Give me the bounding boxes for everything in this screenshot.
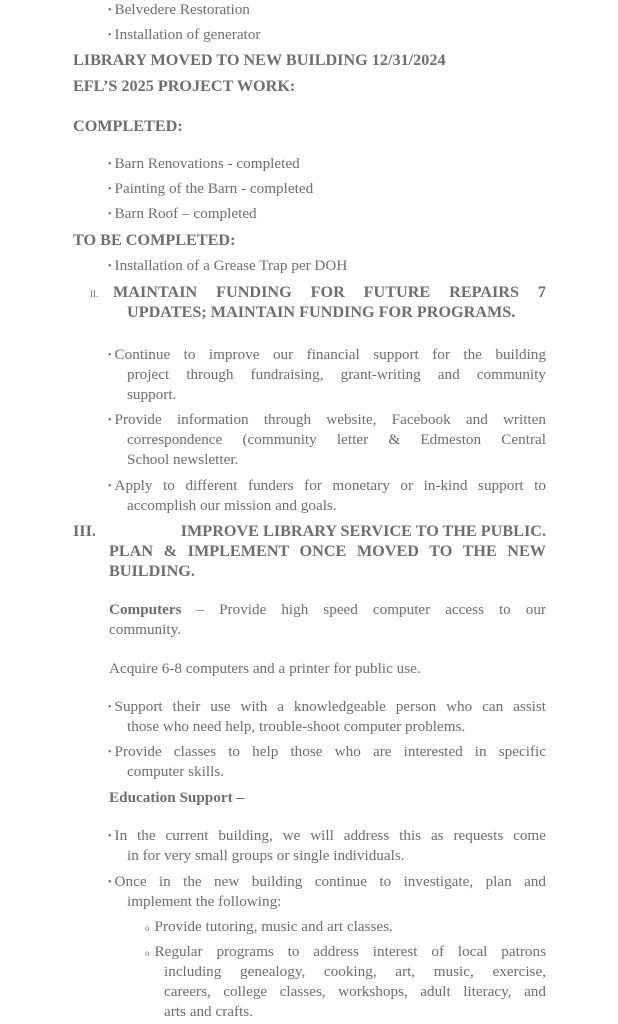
- list-item: [108, 179, 313, 201]
- list-item-text: School newsletter.: [127, 451, 239, 468]
- list-item-text: Belvedere Restoration: [114, 1, 250, 18]
- list-item: • Provide classes to help those who are interested in specific: [108, 742, 546, 764]
- sub-list-item-text: careers, college classes, workshops, adult literacy, and: [164, 983, 546, 1000]
- completed-heading: COMPLETED:: [73, 117, 183, 135]
- list-item-text: implement the following:: [127, 893, 282, 910]
- sub-list-item-text: arts and crafts.: [164, 1003, 253, 1020]
- list-item: • Once in the new building continue to investigate, plan and: [108, 872, 546, 894]
- list-item-text: Installation of generator: [114, 26, 261, 43]
- sub-list-item: o Provide tutoring, music and art classes.: [145, 917, 393, 938]
- list-item-text: Installation of a Grease Trap per DOH: [114, 257, 348, 274]
- list-item: • Continue to improve our financial support for the building: [108, 345, 546, 367]
- list-item-text: accomplish our mission and goals.: [127, 497, 337, 514]
- list-item: [108, 0, 250, 22]
- sub-list-item-text: including genealogy, cooking, art, music, exercise,: [164, 963, 546, 980]
- list-item-text: support.: [127, 386, 177, 403]
- list-item-text: Barn Renovations - completed: [114, 155, 300, 172]
- list-item: [108, 154, 300, 176]
- list-item-text: in for very small groups or single individuals.: [127, 847, 405, 864]
- section-numeral: II.: [90, 289, 99, 299]
- computers-text: community.: [109, 621, 181, 638]
- section-heading: PLAN & IMPLEMENT ONCE MOVED TO THE NEW: [109, 542, 546, 560]
- list-item-text: Painting of the Barn - completed: [114, 180, 314, 197]
- project-work-heading: EFL’S 2025 PROJECT WORK:: [73, 77, 296, 95]
- list-item: • Support their use with a knowledgeable person who can assist: [108, 697, 546, 719]
- list-item: • In the current building, we will address this as requests come: [108, 826, 546, 848]
- list-item: [108, 25, 260, 47]
- education-label: Education Support –: [109, 789, 245, 806]
- list-item-text: those who need help, trouble-shoot computer problems.: [127, 718, 466, 735]
- list-item-text: Barn Roof – completed: [114, 205, 257, 222]
- section-numeral: III.: [73, 522, 96, 540]
- sub-list-item: o Regular programs to address interest of local patrons: [145, 942, 546, 963]
- section-heading: MAINTAIN FUNDING FOR FUTURE REPAIRS 7: [113, 283, 546, 301]
- computers-label: Computers: [109, 601, 182, 618]
- list-item: [108, 256, 347, 278]
- list-item: [108, 204, 257, 226]
- list-item: • Provide information through website, Facebook and written: [108, 410, 546, 432]
- section-heading: UPDATES; MAINTAIN FUNDING FOR PROGRAMS.: [127, 303, 516, 321]
- to-be-completed-heading: TO BE COMPLETED:: [73, 231, 236, 249]
- section-heading: IMPROVE LIBRARY SERVICE TO THE PUBLIC.: [180, 522, 546, 540]
- list-item-text: project through fundraising, grant-writing and community: [127, 366, 546, 383]
- list-item-text: computer skills.: [127, 763, 225, 780]
- list-item: • Apply to different funders for monetary or in-kind support to: [108, 476, 546, 498]
- acquire-text: Acquire 6-8 computers and a printer for public use.: [109, 660, 421, 677]
- section-heading: BUILDING.: [109, 562, 195, 580]
- list-item-text: correspondence (community letter & Edmeston Central: [127, 431, 546, 448]
- computers-paragraph: [109, 600, 546, 620]
- computers-text: – Provide high speed computer access to our: [181, 601, 546, 618]
- library-moved-heading: LIBRARY MOVED TO NEW BUILDING 12/31/2024: [73, 51, 446, 69]
